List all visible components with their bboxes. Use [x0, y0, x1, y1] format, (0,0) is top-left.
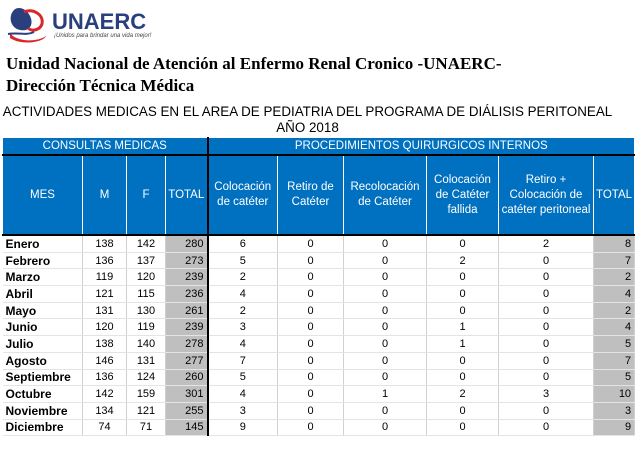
cell-m: 138 — [83, 336, 127, 353]
cell-total-procedimientos: 4 — [594, 319, 635, 336]
cell-recolocacion: 0 — [344, 235, 427, 252]
cell-retiro: 0 — [278, 336, 344, 353]
cell-total-procedimientos: 8 — [594, 235, 635, 252]
cell-colocacion: 7 — [208, 352, 278, 369]
cell-retiro: 0 — [278, 319, 344, 336]
cell-total-procedimientos: 10 — [594, 386, 635, 403]
cell-m: 134 — [83, 402, 127, 419]
cell-total-consultas: 145 — [166, 419, 208, 436]
column-header-row — [3, 155, 635, 235]
cell-fallida: 0 — [427, 402, 499, 419]
cell-recolocacion: 0 — [344, 419, 427, 436]
table-row — [3, 352, 635, 369]
col-header-recolocacion: Recolocación de Catéter — [344, 155, 427, 235]
col-header-f: F — [127, 155, 166, 235]
table-row — [3, 235, 635, 252]
logo-name: UNAERC — [52, 9, 147, 34]
cell-total-consultas: 277 — [166, 352, 208, 369]
cell-fallida: 2 — [427, 386, 499, 403]
cell-retiro: 0 — [278, 369, 344, 386]
cell-total-consultas: 278 — [166, 336, 208, 353]
cell-mes: Enero — [3, 235, 83, 252]
cell-f: 130 — [127, 302, 166, 319]
cell-total-procedimientos: 5 — [594, 336, 635, 353]
cell-m: 121 — [83, 286, 127, 303]
cell-colocacion: 3 — [208, 319, 278, 336]
cell-fallida: 1 — [427, 319, 499, 336]
cell-total-consultas: 273 — [166, 252, 208, 269]
cell-f: 121 — [127, 402, 166, 419]
col-header-mes: MES — [3, 155, 83, 235]
cell-retiro: 0 — [278, 286, 344, 303]
report-year: AÑO 2018 — [276, 120, 339, 135]
cell-f: 115 — [127, 286, 166, 303]
cell-mes: Octubre — [3, 386, 83, 403]
table-row — [3, 419, 635, 436]
logo-tagline: ¡Unidos para brindar una vida mejor! — [54, 33, 152, 39]
cell-retiro: 0 — [278, 302, 344, 319]
cell-fallida: 0 — [427, 302, 499, 319]
cell-retiro-colocacion: 0 — [499, 419, 594, 436]
cell-retiro-colocacion: 0 — [499, 402, 594, 419]
col-header-retiro: Retiro de Catéter — [278, 155, 344, 235]
cell-total-consultas: 239 — [166, 269, 208, 286]
cell-colocacion: 5 — [208, 369, 278, 386]
cell-retiro: 0 — [278, 352, 344, 369]
cell-colocacion: 3 — [208, 402, 278, 419]
cell-retiro-colocacion: 0 — [499, 286, 594, 303]
cell-mes: Julio — [3, 336, 83, 353]
cell-m: 74 — [83, 419, 127, 436]
col-header-fallida: Colocación de Catéter fallida — [427, 155, 499, 235]
cell-f: 71 — [127, 419, 166, 436]
cell-fallida: 0 — [427, 419, 499, 436]
table-row — [3, 252, 635, 269]
cell-retiro-colocacion: 0 — [499, 252, 594, 269]
report-title: ACTIVIDADES MEDICAS EN EL AREA DE PEDIATRIA DEL PROGRAMA DE DIÁLISIS PERITONEAL — [2, 104, 613, 119]
cell-f: 124 — [127, 369, 166, 386]
cell-total-consultas: 255 — [166, 402, 208, 419]
table-row — [3, 302, 635, 319]
cell-retiro-colocacion: 0 — [499, 319, 594, 336]
cell-total-procedimientos: 7 — [594, 352, 635, 369]
cell-mes: Junio — [3, 319, 83, 336]
cell-recolocacion: 0 — [344, 302, 427, 319]
cell-total-consultas: 301 — [166, 386, 208, 403]
table-row — [3, 336, 635, 353]
cell-total-procedimientos: 7 — [594, 252, 635, 269]
cell-retiro-colocacion: 0 — [499, 336, 594, 353]
cell-f: 137 — [127, 252, 166, 269]
cell-retiro-colocacion: 0 — [499, 269, 594, 286]
cell-total-consultas: 239 — [166, 319, 208, 336]
cell-colocacion: 2 — [208, 269, 278, 286]
cell-total-consultas: 236 — [166, 286, 208, 303]
table-row — [3, 386, 635, 403]
cell-retiro-colocacion: 2 — [499, 235, 594, 252]
cell-fallida: 1 — [427, 336, 499, 353]
cell-recolocacion: 0 — [344, 352, 427, 369]
table-row — [3, 286, 635, 303]
cell-colocacion: 5 — [208, 252, 278, 269]
cell-fallida: 2 — [427, 252, 499, 269]
table-row — [3, 402, 635, 419]
cell-f: 142 — [127, 235, 166, 252]
cell-mes: Abril — [3, 286, 83, 303]
cell-mes: Septiembre — [3, 369, 83, 386]
col-header-m: M — [83, 155, 127, 235]
col-header-total-consultas: TOTAL — [166, 155, 208, 235]
cell-total-consultas: 261 — [166, 302, 208, 319]
cell-colocacion: 9 — [208, 419, 278, 436]
cell-f: 159 — [127, 386, 166, 403]
cell-retiro-colocacion: 0 — [499, 352, 594, 369]
cell-mes: Noviembre — [3, 402, 83, 419]
cell-fallida: 0 — [427, 235, 499, 252]
cell-total-procedimientos: 3 — [594, 402, 635, 419]
cell-retiro-colocacion: 0 — [499, 302, 594, 319]
cell-total-procedimientos: 9 — [594, 419, 635, 436]
cell-recolocacion: 0 — [344, 369, 427, 386]
cell-recolocacion: 0 — [344, 336, 427, 353]
activities-table — [2, 137, 635, 436]
cell-m: 136 — [83, 252, 127, 269]
cell-total-procedimientos: 2 — [594, 302, 635, 319]
kidney-hands-icon — [4, 2, 52, 46]
cell-colocacion: 4 — [208, 336, 278, 353]
cell-fallida: 0 — [427, 286, 499, 303]
cell-recolocacion: 0 — [344, 402, 427, 419]
cell-recolocacion: 0 — [344, 286, 427, 303]
cell-total-consultas: 280 — [166, 235, 208, 252]
cell-mes: Marzo — [3, 269, 83, 286]
cell-mes: Diciembre — [3, 419, 83, 436]
cell-f: 140 — [127, 336, 166, 353]
cell-colocacion: 4 — [208, 386, 278, 403]
cell-fallida: 0 — [427, 269, 499, 286]
group-header-row — [3, 138, 635, 156]
cell-total-procedimientos: 2 — [594, 269, 635, 286]
cell-m: 131 — [83, 302, 127, 319]
unaerc-logo — [4, 2, 154, 46]
cell-m: 119 — [83, 269, 127, 286]
table-row — [3, 269, 635, 286]
cell-f: 119 — [127, 319, 166, 336]
group-procedimientos-header: PROCEDIMIENTOS QUIRURGICOS INTERNOS — [208, 138, 635, 156]
cell-retiro-colocacion: 3 — [499, 386, 594, 403]
cell-m: 120 — [83, 319, 127, 336]
table-row — [3, 319, 635, 336]
cell-m: 146 — [83, 352, 127, 369]
cell-f: 120 — [127, 269, 166, 286]
col-header-colocacion: Colocación de catéter — [208, 155, 278, 235]
cell-m: 136 — [83, 369, 127, 386]
group-consultas-header: CONSULTAS MEDICAS — [3, 138, 208, 156]
page-subtitle-department: Dirección Técnica Médica — [6, 76, 195, 95]
cell-recolocacion: 1 — [344, 386, 427, 403]
cell-total-procedimientos: 4 — [594, 286, 635, 303]
cell-total-procedimientos: 5 — [594, 369, 635, 386]
cell-retiro-colocacion: 0 — [499, 369, 594, 386]
cell-mes: Agosto — [3, 352, 83, 369]
cell-fallida: 0 — [427, 352, 499, 369]
col-header-retiro-colocacion: Retiro + Colocación de catéter peritoneal — [499, 155, 594, 235]
table-row — [3, 369, 635, 386]
cell-retiro: 0 — [278, 419, 344, 436]
page-title: Unidad Nacional de Atención al Enfermo Renal Cronico -UNAERC- — [6, 54, 502, 73]
cell-retiro: 0 — [278, 269, 344, 286]
cell-recolocacion: 0 — [344, 319, 427, 336]
cell-retiro: 0 — [278, 235, 344, 252]
cell-fallida: 0 — [427, 369, 499, 386]
cell-colocacion: 2 — [208, 302, 278, 319]
cell-mes: Febrero — [3, 252, 83, 269]
cell-m: 138 — [83, 235, 127, 252]
cell-retiro: 0 — [278, 252, 344, 269]
cell-recolocacion: 0 — [344, 269, 427, 286]
cell-retiro: 0 — [278, 402, 344, 419]
cell-m: 142 — [83, 386, 127, 403]
cell-total-consultas: 260 — [166, 369, 208, 386]
cell-colocacion: 6 — [208, 235, 278, 252]
cell-recolocacion: 0 — [344, 252, 427, 269]
cell-colocacion: 4 — [208, 286, 278, 303]
cell-mes: Mayo — [3, 302, 83, 319]
cell-retiro: 0 — [278, 386, 344, 403]
col-header-total-procedimientos: TOTAL — [594, 155, 635, 235]
cell-f: 131 — [127, 352, 166, 369]
